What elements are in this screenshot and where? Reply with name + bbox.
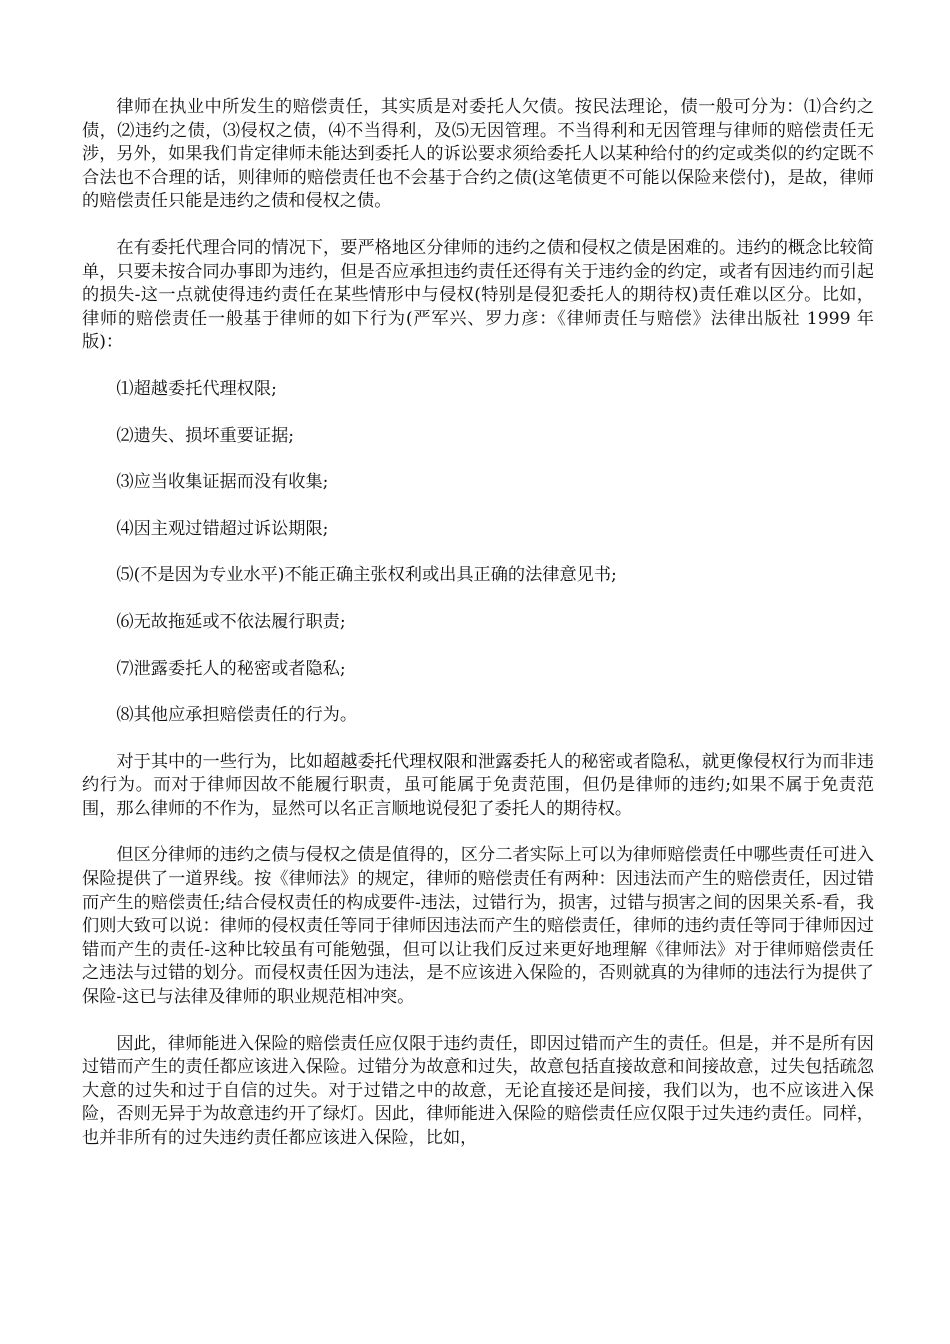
paragraph: 但区分律师的违约之债与侵权之债是值得的，区分二者实际上可以为律师赔偿责任中哪些责任可进入保险提供了一道界线。按《律师法》的规定，律师的赔偿责任有两种：因违法而产生的赔偿责任，因过错而产生的赔偿责任;结合侵权责任的构成要件-违法，过错行为，损害，过错与损害之间的因果关系-看，我们则大致可以说：律师的侵权责任等同于律师因违法而产生的赔偿责任，律师的违约责任等同于律师因过错而产生的责任-这种比较虽有可能勉强，但可以让我们反过来更好地理解《律师法》对于律师赔偿责任之违法与过错的划分。而侵权责任因为违法，是不应该进入保险的，否则就真的为律师的违法行为提供了保险-这已与法律及律师的职业规范相冲突。 [82, 845, 874, 1008]
paragraph: 在有委托代理合同的情况下，要严格地区分律师的违约之债和侵权之债是困难的。违约的概念比较简单，只要未按合同办事即为违约，但是否应承担违约责任还得有关于违约金的约定，或者有因违约而引起的损失-这一点就使得违约责任在某些情形中与侵权(特别是侵犯委托人的期待权)责任难以区分。比如，律师的赔偿责任一般基于律师的如下行为(严军兴、罗力彦：《律师责任与赔偿》法律出版社 1999 年版)： [82, 237, 874, 353]
list-item: ⑸(不是因为专业水平)不能正确主张权利或出具正确的法律意见书; [116, 565, 617, 586]
list-item: ⑵遗失、损坏重要证据; [116, 425, 295, 446]
list-item: ⑹无故拖延或不依法履行职责; [116, 611, 346, 632]
paragraph: 律师在执业中所发生的赔偿责任，其实质是对委托人欠债。按民法理论，债一般可分为：⑴合约之债，⑵违约之债，⑶侵权之债，⑷不当得利，及⑸无因管理。不当得利和无因管理与律师的赔偿责任无涉，另外，如果我们肯定律师未能达到委托人的诉讼要求须给委托人以某种给付的约定或类似的约定既不合法也不合理的话，则律师的赔偿责任也不会基于合约之债(这笔债更不可能以保险来偿付)，是故，律师的赔偿责任只能是违约之债和侵权之债。 [82, 97, 874, 212]
paragraph: 因此，律师能进入保险的赔偿责任应仅限于违约责任，即因过错而产生的责任。但是，并不是所有因过错而产生的责任都应该进入保险。过错分为故意和过失，故意包括直接故意和间接故意，过失包括疏忽大意的过失和过于自信的过失。对于过错之中的故意，无论直接还是间接，我们以为，也不应该进入保险，否则无异于为故意违约开了绿灯。因此，律师能进入保险的赔偿责任应仅限于过失违约责任。同样，也并非所有的过失违约责任都应该进入保险，比如， [82, 1033, 874, 1148]
list-item: ⑶应当收集证据而没有收集; [116, 472, 329, 493]
list-item: ⑻其他应承担赔偿责任的行为。 [116, 705, 358, 726]
list-item: ⑷因主观过错超过诉讼期限; [116, 518, 329, 539]
list-item: ⑺泄露委托人的秘密或者隐私; [116, 658, 346, 679]
paragraph: 对于其中的一些行为，比如超越委托代理权限和泄露委托人的秘密或者隐私，就更像侵权行为而非违约行为。而对于律师因故不能履行职责，虽可能属于免责范围，但仍是律师的违约;如果不属于免责范围，那么律师的不作为，显然可以名正言顺地说侵犯了委托人的期待权。 [82, 751, 874, 819]
document-body [82, 96, 874, 1151]
list-item: ⑴超越委托代理权限; [116, 378, 277, 399]
